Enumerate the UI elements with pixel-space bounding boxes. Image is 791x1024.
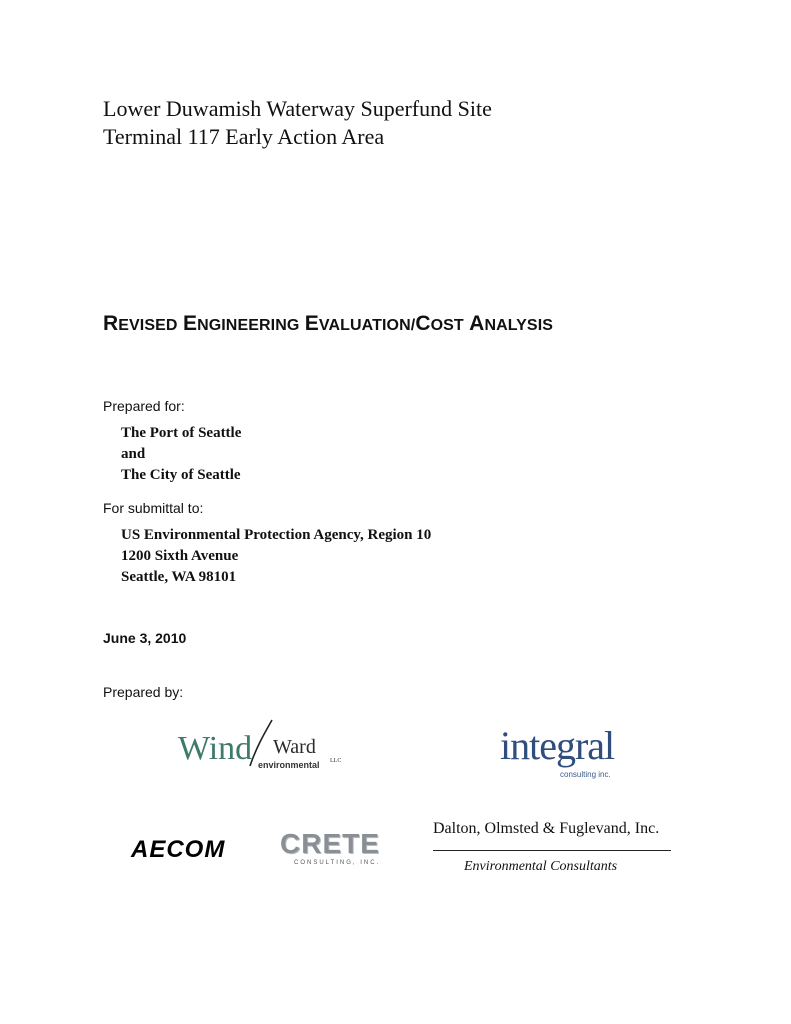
report-date: June 3, 2010 — [103, 630, 187, 646]
submittal-line-1: US Environmental Protection Agency, Region 10 — [121, 527, 432, 543]
report-title-w2-initial: E — [182, 312, 198, 335]
submittal-line-2: 1200 Sixth Avenue — [121, 548, 239, 564]
document-title-line-1: Lower Duwamish Waterway Superfund Site — [103, 96, 492, 121]
dalton-olmsted-fuglevand-sub: Environmental Consultants — [464, 859, 618, 874]
submittal-label: For submittal to: — [103, 500, 204, 516]
windward-logo-wind: Wind — [178, 730, 253, 767]
report-title-w1-initial: R — [103, 312, 119, 335]
windward-logo-ward: Ward — [273, 736, 316, 758]
aecom-logo: AECOM — [131, 836, 226, 863]
dalton-logo-divider — [433, 850, 671, 851]
submittal-line-3: Seattle, WA 98101 — [121, 569, 237, 585]
integral-logo-word: integral — [500, 723, 615, 768]
crete-logo-sub: CONSULTING, INC. — [294, 860, 381, 866]
prepared-by-label: Prepared by: — [103, 684, 184, 700]
report-title-w4-initial: C — [415, 312, 431, 335]
dalton-olmsted-fuglevand-name: Dalton, Olmsted & Fuglevand, Inc. — [433, 820, 660, 837]
prepared-for-label: Prepared for: — [103, 398, 185, 414]
prepared-for-line-3: The City of Seattle — [121, 467, 241, 483]
windward-logo — [178, 718, 358, 778]
report-title-w5-rest: NALYSIS — [484, 317, 554, 334]
crete-logo-word: CRETE — [280, 828, 380, 859]
prepared-for-line-1: The Port of Seattle — [121, 425, 242, 441]
integral-logo-sub: consulting inc. — [560, 770, 611, 779]
report-title-w4-rest: OST — [430, 317, 464, 334]
report-title-w1-rest: EVISED — [118, 317, 178, 334]
report-title-w3-initial: E — [304, 312, 319, 335]
report-title — [103, 312, 553, 336]
windward-logo-environmental: environmental — [258, 760, 320, 770]
crete-logo — [280, 828, 390, 872]
report-title-w2-rest: NGINEERING — [197, 317, 300, 334]
integral-logo — [500, 722, 620, 794]
report-title-w5-initial: A — [469, 312, 485, 335]
windward-logo-llc: LLC — [330, 758, 342, 764]
report-title-w3-rest: VALUATION/ — [318, 317, 416, 334]
prepared-for-line-2: and — [121, 446, 146, 462]
document-title-line-2: Terminal 117 Early Action Area — [103, 124, 385, 149]
